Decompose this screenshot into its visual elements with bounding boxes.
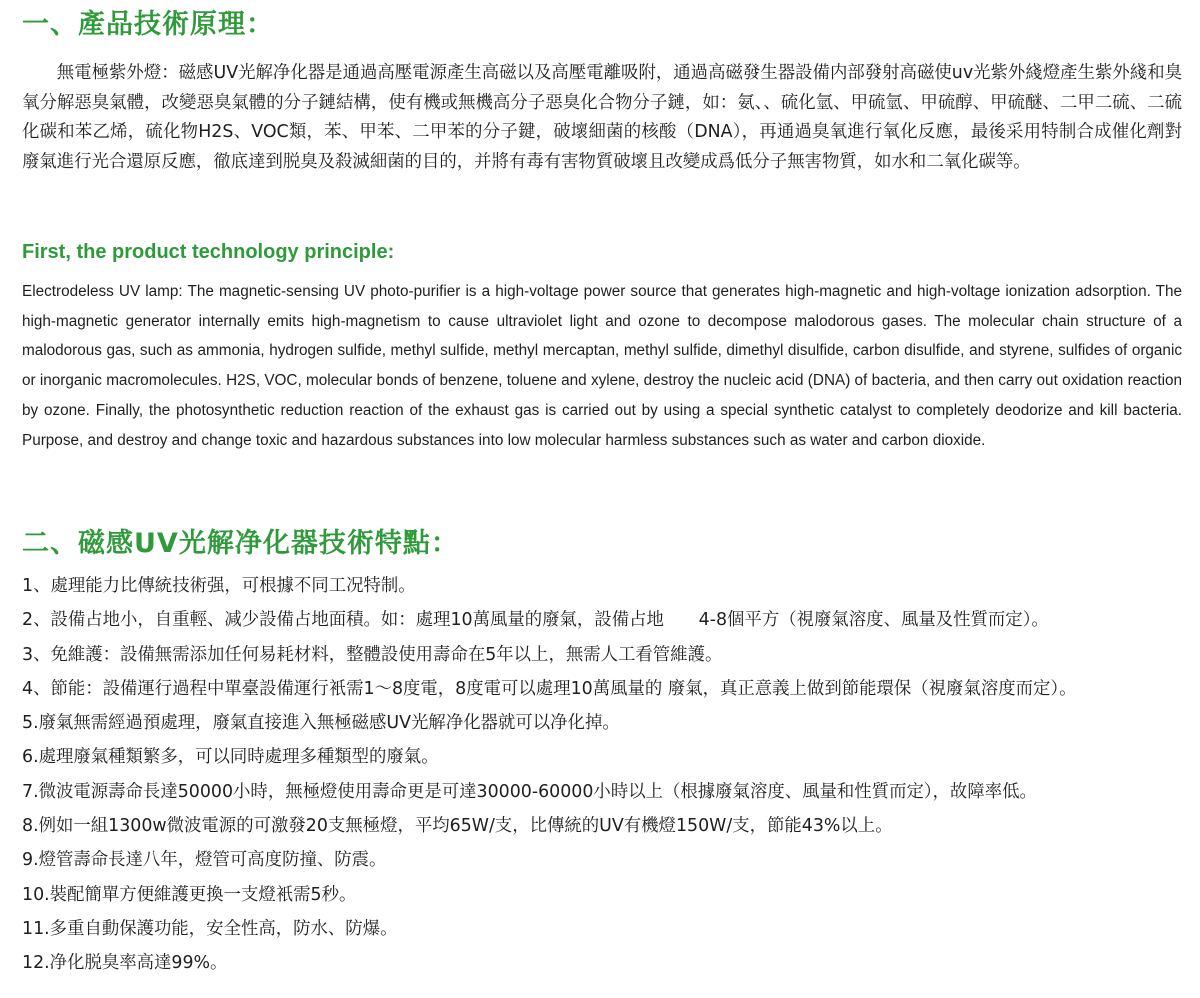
feature-item-5: 5.廢氣無需經過預處理，廢氣直接進入無極磁感UV光解净化器就可以净化掉。: [22, 713, 620, 734]
feature-item-10: 10.裝配簡單方便維護更換一支燈衹需5秒。: [22, 884, 357, 905]
section1-heading: 一、產品技術原理：: [22, 9, 274, 40]
section1-paragraph-cn: 無電極紫外燈：磁感UV光解净化器是通過高壓電源產生高磁以及高壓電離吸附，通過高磁發生器設備内部發射高磁使uv光紫外綫燈產生紫外綫和臭氧分解惡臭氣體，改變惡臭氣體的分子鏈結構，使有機或無機高分子惡臭化合物分子鏈，如：氨、、硫化氫、甲硫氫、甲硫醇、甲硫醚、二甲二硫、二硫化碳和苯乙烯，硫化物H2S、VOC類，苯、甲苯、二甲苯的分子鍵，破壞細菌的核酸（DNA），再通過臭氧進行氧化反應，最後采用特制合成催化劑對廢氣進行光合還原反應，徹底達到脱臭及殺滅細菌的目的，并將有毒有害物質破壞且改變成爲低分子無害物質，如水和二氧化碳等。: [22, 63, 1182, 172]
section1-heading-en: First, the product technology principle:: [22, 241, 395, 263]
feature-item-4: 4、節能：設備運行過程中單臺設備運行衹需1〜8度電，8度電可以處理10萬風量的 廢氣，真正意義上做到節能環保（視廢氣溶度而定）。: [22, 678, 1077, 699]
feature-item-6: 6.處理廢氣種類繁多，可以同時處理多種類型的廢氣。: [22, 747, 439, 768]
feature-item-7: 7.微波電源壽命長達50000小時，無極燈使用壽命更是可達30000-60000小時以上（根據廢氣溶度、風量和性質而定），故障率低。: [22, 781, 1037, 802]
feature-item-2: 2、設備占地小，自重輕、减少設備占地面積。如：處理10萬風量的廢氣，設備占地 4-8個平方（視廢氣溶度、風量及性質而定）。: [22, 610, 1049, 631]
feature-item-11: 11.多重自動保護功能，安全性高，防水、防爆。: [22, 918, 398, 939]
section1-paragraph-en: Electrodeless UV lamp: The magnetic-sensing UV photo-purifier is a high-voltage power source that generates high-magnetic and high-voltage ionization adsorption. The high-magnetic generator internally emits high-magnetism to cause ultraviolet light and ozone to decompose malodorous gases. The molecular chain structure of a malodorous gas, such as ammonia, hydrogen sulfide, methyl sulfide, methyl mercaptan, methyl sulfide, dimethyl disulfide, carbon disulfide, and styrene, sulfides of organic or inorganic macromolecules. H2S, VOC, molecular bonds of benzene, toluene and xylene, destroy the nucleic acid (DNA) of bacteria, and then carry out oxidation reaction by ozone. Finally, the photosynthetic reduction reaction of the exhaust gas is carried out by using a special synthetic catalyst to completely deodorize and kill bacteria. Purpose, and destroy and change toxic and hazardous substances into low molecular harmless substances such as water and carbon dioxide.: [22, 283, 1182, 449]
feature-item-3: 3、免維護：設備無需添加任何易耗材料，整體設使用壽命在5年以上，無需人工看管維護。: [22, 644, 723, 665]
feature-item-12: 12.净化脱臭率高達99%。: [22, 953, 228, 974]
feature-item-1: 1、處理能力比傳統技術强，可根據不同工况特制。: [22, 576, 416, 596]
feature-item-8: 8.例如一組1300w微波電源的可激發20支無極燈，平均65W/支，比傳統的UV有機燈150W/支，節能43%以上。: [22, 816, 893, 837]
feature-list: [22, 571, 1182, 983]
feature-item-9: 9.燈管壽命長達八年，燈管可高度防撞、防震。: [22, 850, 387, 871]
section2-heading: 二、磁感UV光解净化器技術特點：: [22, 528, 459, 559]
